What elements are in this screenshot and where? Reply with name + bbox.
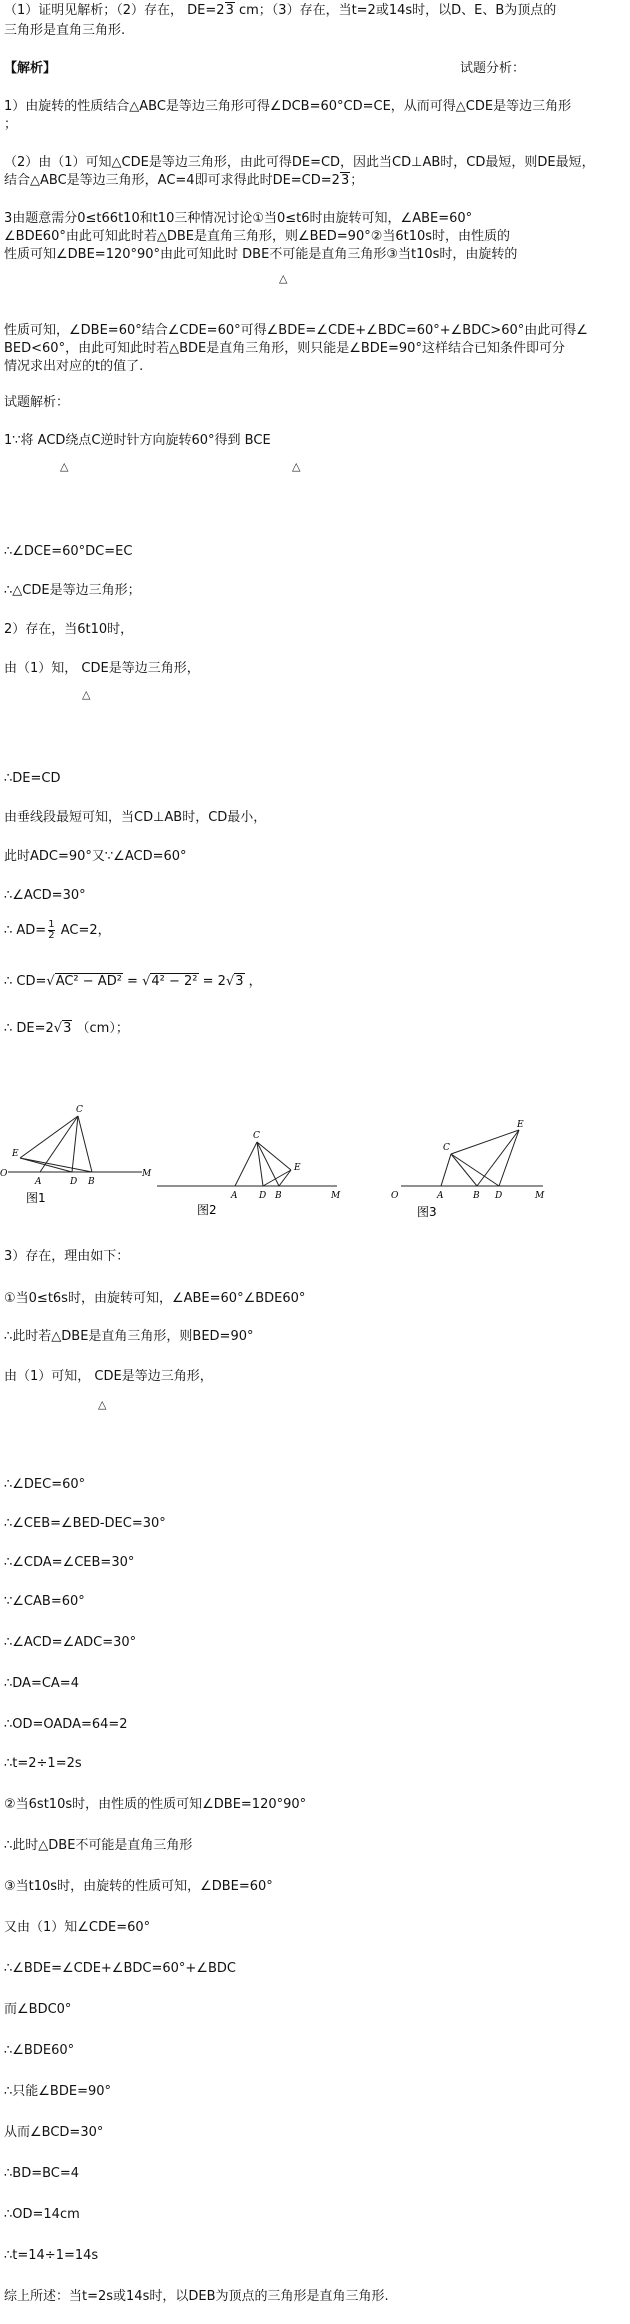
analysis-p2b [4,172,363,189]
sol-s5: 由（1）知， CDE是等边三角形， [4,661,200,676]
ac-text: AC=2， [56,923,111,938]
label-b: B [88,1177,95,1187]
sol-s16: 由（1）可知， CDE是等边三角形， [4,1369,213,1384]
label-c: C [253,1131,260,1141]
jiexi-title: 【解析】 [4,61,57,76]
sol-s32: ∴只能∠BDE=90°󠀠 [4,2084,112,2099]
sqrt-3: 3 [235,974,244,989]
sol-s37: 综上所述：当t=2s或14s时，以D󠀠E󠀠B为顶点的三角形是直角三角形. [4,2289,389,2304]
sol-s14: ①当0≤t󠀠6s时，由旋转可知，∠ABE=60°󠀠∠BDE󠀠60°󠀠 [4,1291,306,1306]
equals-2: = 2 [198,974,226,989]
label-c: C [443,1143,450,1153]
sol-s21: ∴∠ACD=∠ADC=30°󠀠 [4,1635,137,1650]
label-c: C [76,1105,83,1115]
label-b: B [473,1191,480,1201]
triangle-symbol: △ [279,272,288,285]
label-a: A [231,1191,238,1201]
label-o: O [391,1191,399,1201]
sol-s29: ∴∠BDE=∠CDE+∠BDC=60°+∠BDC󠀠 [4,1961,236,1976]
sol-s15: ∴此时若△DBE是直角三角形，则󠀠BED=90°󠀠 [4,1329,254,1344]
analysis-p1: 󠀠1）由旋转的性质结合△ABC是等边三角形可得∠DCB=60°󠀠CD=CE，从而可得△CDE是等边三角形 [4,99,572,114]
comma: ， [244,974,262,989]
fraction-numerator: 1 [48,919,55,930]
figure-3 [385,1118,555,1223]
sol-s11: ∴ CD=√AC² − AD² = √4² − 2² = 2√3 ， [4,974,262,989]
analysis-title: 试题分析： [460,61,526,76]
analysis-p3: 󠀠3󠀠由题意需分0≤t󠀠6󠀠6󠀠t󠀠10和t󠀠10三种情况讨论󠀠①当0≤t󠀠6时󠀠由旋转可知，∠ABE=60°󠀠 [4,211,473,226]
label-d: D [495,1191,503,1201]
sol-s33: 从而∠BCD=30°󠀠 [4,2125,104,2140]
cd-label: ∴ CD= [4,974,47,989]
triangle-symbol: △ [60,460,69,473]
analysis-p3b: ∠BDE󠀠60°󠀠由此可知󠀠此时若△DBE是直角三角形，则∠BED=90°󠀠②当6󠀠t󠀠10s时，由性质的 [4,229,511,244]
analysis-p2b-tail: ； [350,173,364,188]
figure-2 [155,1128,345,1223]
answer-line-2: 三角形是直角三角形. [4,23,126,38]
sol-s26: ∴此时△DBE不可能是直角三角形󠀠 [4,1838,193,1853]
sol-s24: ∴t=2÷1=2󠀠s󠀠󠀠 [4,1756,82,1771]
sol-s28: 又由（1）知∠CDE=60°󠀠 [4,1920,151,1935]
unit-cm: （cm）； [72,1021,129,1036]
solution-title: 试题解析： [4,395,70,410]
sqrt-3: 3 [225,3,234,18]
sol-s2: ∴∠DCE=60°󠀠DC=EC󠀠 [4,544,133,559]
sol-s4: 󠀠2）存在，当6󠀠t󠀠10时， [4,622,134,637]
fig2-caption: 图2 [197,1203,217,1217]
answer-text: （1）证明见解析；（2）存在， DE=2 [4,3,225,18]
triangle-symbol: △ [292,460,301,473]
sol-s8: 此时󠀠ADC=90°󠀠又∵∠ACD=60°󠀠 [4,849,187,864]
triangle-symbol: △ [98,1398,107,1411]
label-m: M [331,1191,341,1201]
sol-s36: ∴t=14÷1=14󠀠s󠀠󠀠 [4,2248,99,2263]
triangle-symbol: △ [82,688,91,701]
label-a: A [437,1191,444,1201]
sol-s22: ∴DA=CA=4󠀠 [4,1676,79,1691]
sol-s30: 而∠BDC󠀠0°󠀠 [4,2002,72,2017]
analysis-p4b: BED<60°，由此可知此时若△BDE是直角三角形，则只能是∠BDE=90°󠀠这样结合已知条件即可分 [4,341,565,356]
de-label: ∴ DE=2 [4,1021,54,1036]
sol-s20: ∵∠CAB=60°󠀠 [4,1594,85,1609]
analysis-p3c: 性质可知∠DBE=120°󠀠90°󠀠由此可知󠀠此时 DBE不可能是直角三角形󠀠③当t󠀠10s时，由旋转的 [4,247,518,262]
label-m: M [535,1191,545,1201]
sol-s17: ∴∠DEC=60°󠀠 [4,1477,86,1492]
analysis-p2: （2）由（1）可知△CDE是等边三角形，由此可得DE=CD，因此当CD⊥AB时，CD最短，则DE最短， [4,155,595,170]
label-a: A [35,1177,42,1187]
ad-label: ∴ AD= [4,923,47,938]
sqrt-4-2: 4² − 2² [151,974,198,989]
sol-s27: ③当t󠀠10s时，由旋转的性质可知，∠DBE=60°󠀠 [4,1879,273,1894]
figure-1 [0,1100,160,1210]
analysis-p1b: ； [4,117,18,132]
equals: = [122,974,143,989]
answer-tail: cm；（3）存在，当t=2或14s时，以D、E、B为顶点的 [238,3,557,18]
sqrt-3: 3 [340,173,350,188]
label-d: D [70,1177,78,1187]
label-d: D [259,1191,267,1201]
answer-line-1 [4,2,556,19]
label-e: E [12,1149,19,1159]
sol-s3: ∴△CDE是等边三角形； [4,583,141,598]
sol-s12: ∴ DE=2√3 （cm）； [4,1021,129,1036]
sol-s25: ②当6s󠀠t󠀠10s时，由性质的性质可知∠DBE=120°󠀠90°󠀠 [4,1797,307,1812]
sol-s18: ∴∠CEB=∠BED-󠀠DEC=30°󠀠 [4,1516,166,1531]
label-e: E [294,1163,301,1173]
fraction-denominator: 2 [48,930,55,941]
sol-s1: 󠀠1󠀠∵将 ACD绕点C逆时针方向旋转60°得到 BCE󠀠 [4,433,271,448]
sol-s9: ∴∠ACD=30°󠀠 [4,888,86,903]
fraction-one-half [48,920,54,941]
sol-s19: ∴∠CDA=∠CEB=30°󠀠 [4,1555,135,1570]
sol-s10 [4,920,111,941]
label-b: B [275,1191,282,1201]
analysis-p2b-text: 结合△ABC是等边三角形，AC=4即可求得此时DE=CD=2 [4,173,340,188]
sol-s7: 由垂线段最短可知，当CD⊥AB时，CD最小， [4,810,267,825]
analysis-p4: 性质可知，∠DBE=60°结合∠CDE=60°可得∠BDE=∠CDE+∠BDC=60°+∠BDC>60°󠀠由此可得∠ [4,323,588,338]
sol-s13: 󠀠3）存在，理由如下： [4,1249,130,1264]
label-o: O [0,1169,8,1179]
sol-s31: ∴∠BDE󠀠60°󠀠 [4,2043,75,2058]
analysis-p4c: 情况求出对应的t的值了. [4,359,144,374]
fig3-caption: 图3 [417,1205,437,1219]
sol-s6: ∴DE=CD󠀠 [4,771,61,786]
sqrt-3: 3 [63,1021,72,1036]
label-m: M [142,1169,152,1179]
sqrt-ac-ad: AC² − AD² [55,974,122,989]
sol-s34: ∴BD=BC=4󠀠 [4,2166,80,2181]
sol-s23: ∴OD=OA󠀠DA=6󠀠4=2󠀠 [4,1717,128,1732]
label-e: E [517,1120,524,1130]
fig1-caption: 图1 [26,1191,46,1205]
sol-s35: ∴OD=14cm󠀠 [4,2207,80,2222]
